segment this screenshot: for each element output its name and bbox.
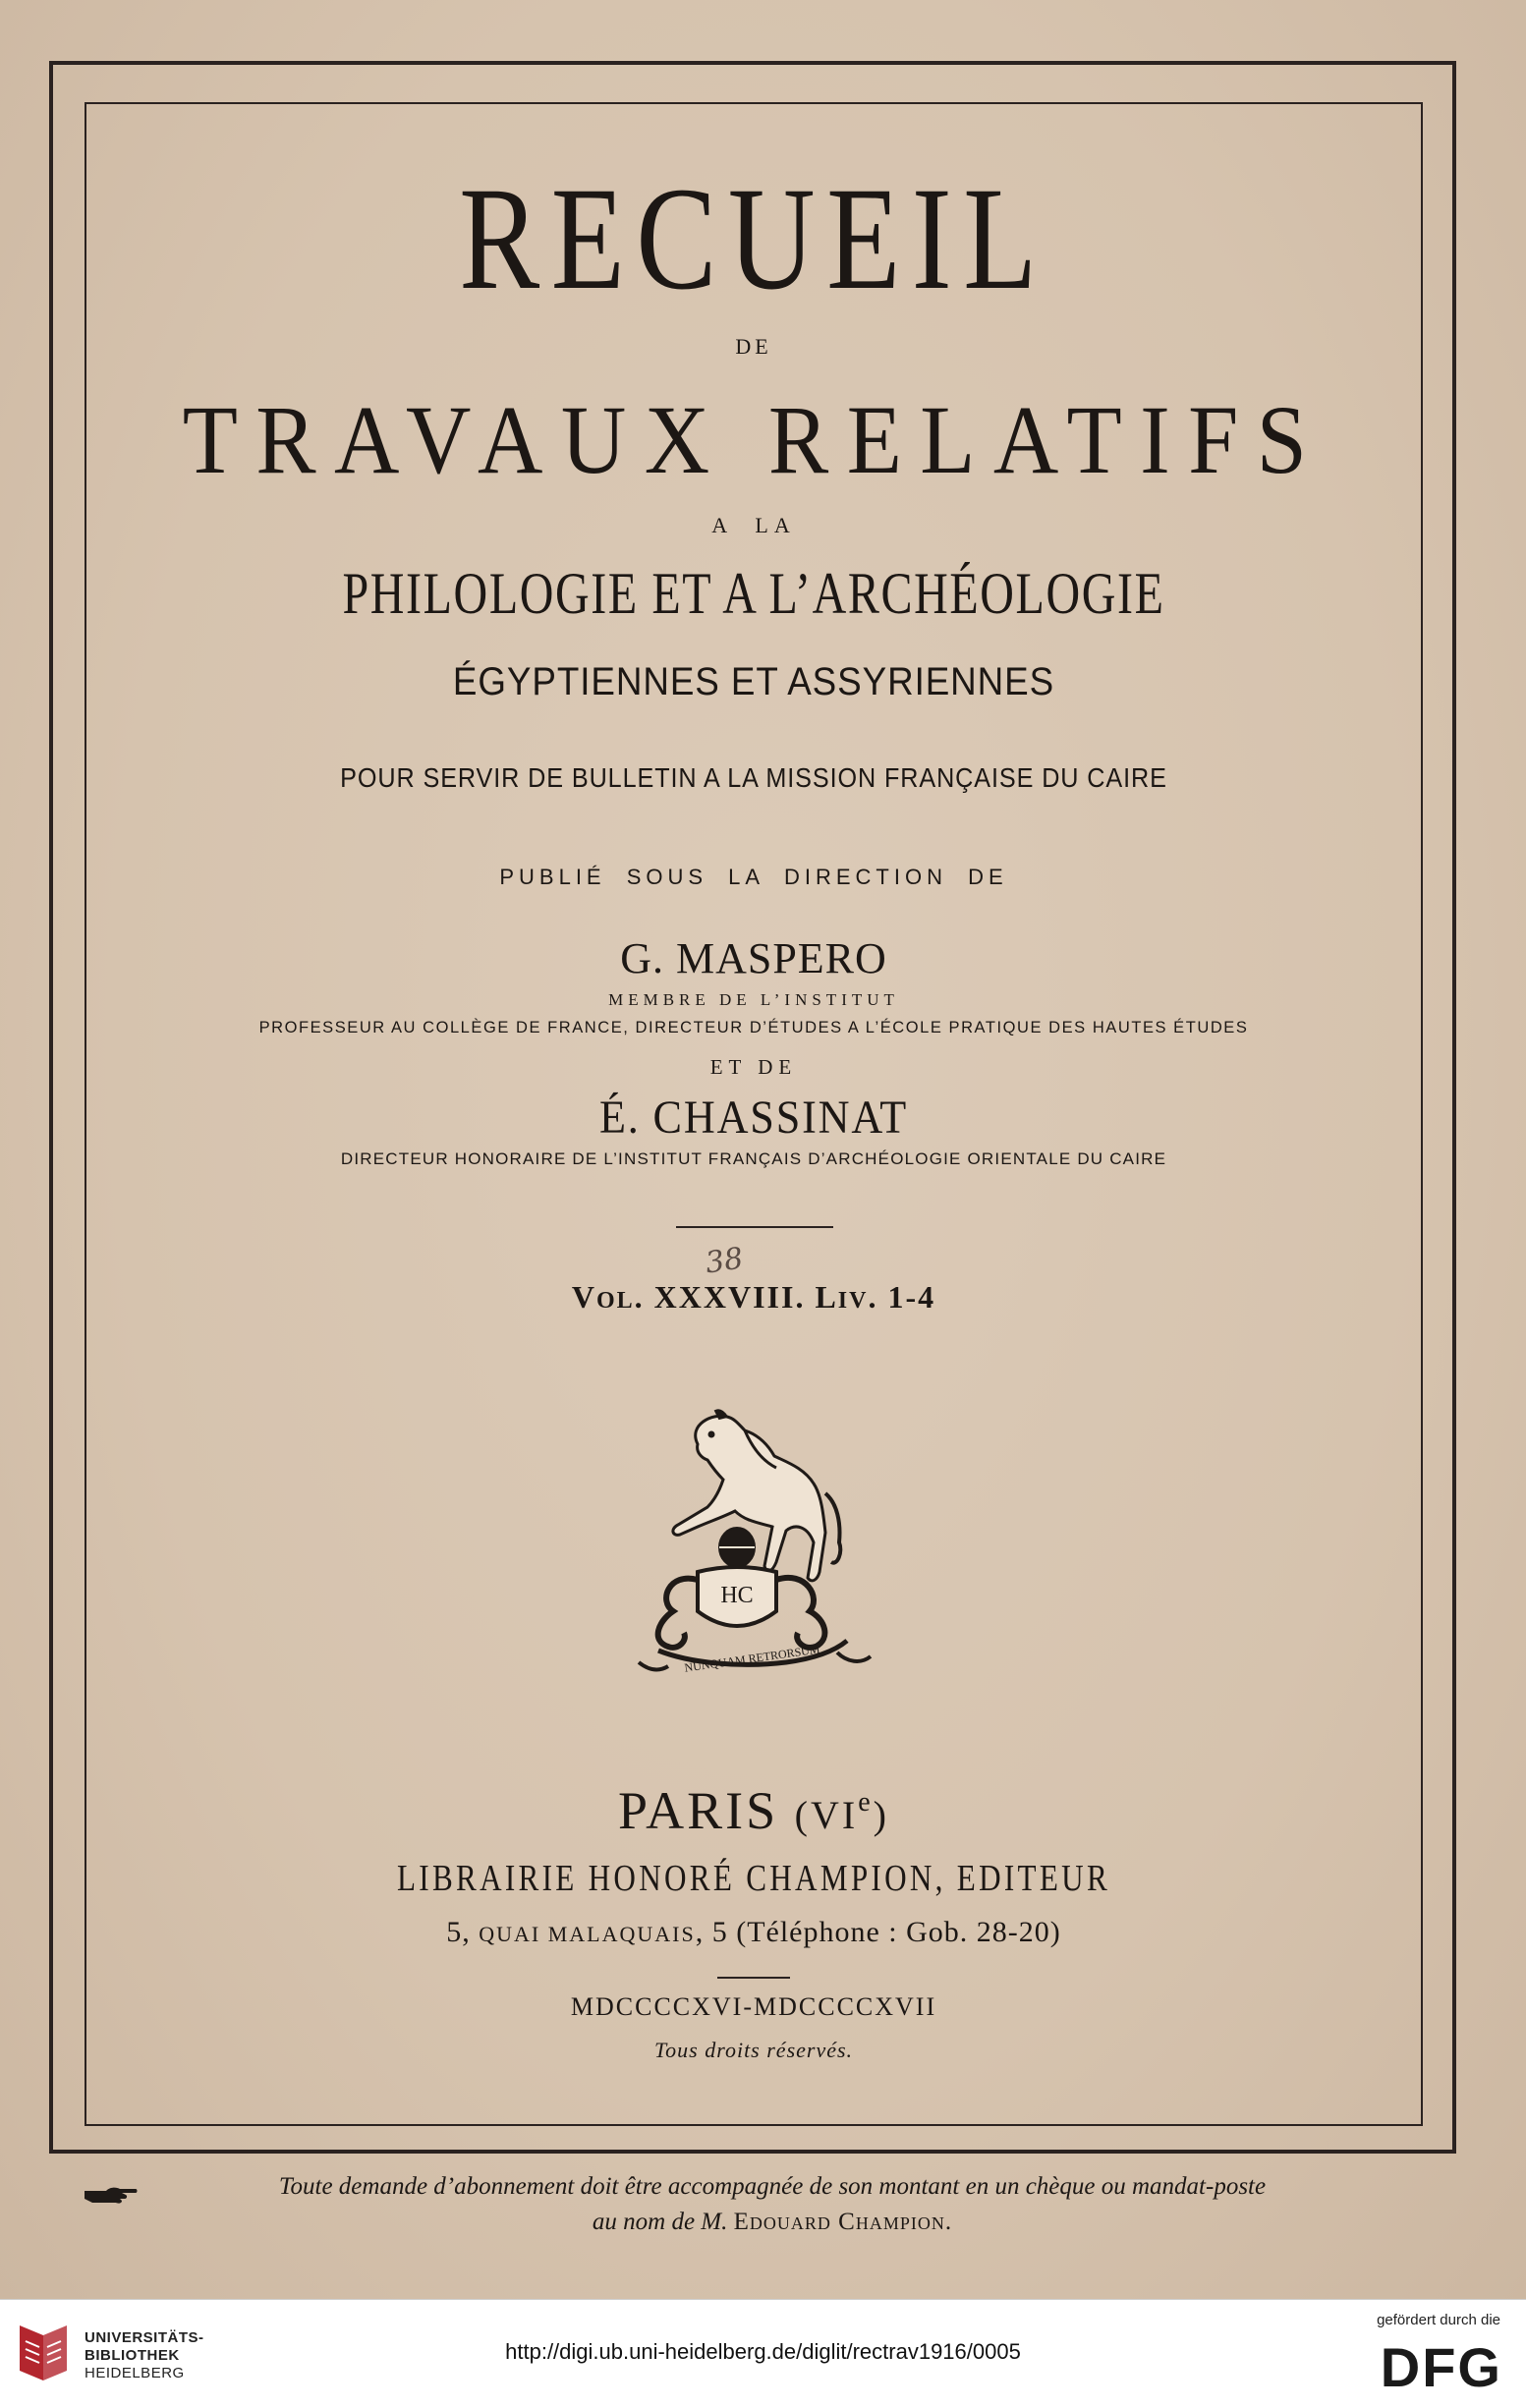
- title-de: DE: [735, 334, 772, 359]
- maspero-membre: MEMBRE DE L’INSTITUT: [608, 990, 899, 1009]
- handwritten-note: 38: [703, 1241, 746, 1281]
- footnote-line-2: [85, 2209, 1460, 2236]
- address-number: 5,: [446, 1916, 480, 1948]
- publisher-emblem-horse-icon: [629, 1405, 884, 1690]
- library-name-line-1: UNIVERSITÄTS-: [85, 2329, 204, 2346]
- title-a-la: A LA: [711, 513, 796, 537]
- library-name-line-2: BIBLIOTHEK: [85, 2347, 180, 2364]
- footnote-line-1: Toute demande d’abonnement doit être accompagnée de son montant en un chèque ou mandat-poste: [278, 2173, 1267, 2200]
- title-recueil: RECUEIL: [459, 157, 1048, 320]
- title-travaux-relatifs: TRAVAUX RELATIFS: [182, 385, 1326, 494]
- et-de: ET DE: [709, 1055, 798, 1079]
- vol-prefix: V: [571, 1279, 596, 1315]
- paris-arr-close: ): [873, 1793, 889, 1837]
- rights-reserved: Tous droits réservés.: [653, 2038, 854, 2062]
- publie-sous-direction: PUBLIÉ SOUS LA DIRECTION DE: [499, 865, 1008, 889]
- title-philologie: PHILOLOGIE ET A L’ARCHÉOLOGIE: [342, 561, 1165, 626]
- dfg-logo[interactable]: DFG: [1380, 2336, 1502, 2398]
- volume-line: [85, 1279, 1423, 1316]
- subtitle-bulletin: POUR SERVIR DE BULLETIN A LA MISSION FRANÇAISE DU CAIRE: [340, 762, 1167, 793]
- funded-by-label: gefördert durch die: [1377, 2312, 1500, 2328]
- page-url-link[interactable]: http://digi.ub.uni-heidelberg.de/diglit/rectrav1916/0005: [505, 2339, 1021, 2364]
- address-street: QUAI MALAQUAIS: [479, 1922, 696, 1946]
- footnote-name: Edouard Champion.: [733, 2209, 953, 2235]
- editor-maspero: G. MASPERO: [620, 934, 887, 982]
- footnote-prefix: au nom de M.: [592, 2209, 734, 2235]
- vol-prefix-small: OL: [595, 1288, 635, 1314]
- title-egyptiennes: ÉGYPTIENNES ET ASSYRIENNES: [452, 660, 1055, 703]
- paris-arr-sup: e: [858, 1787, 874, 1818]
- paris-arr: (VI: [794, 1793, 859, 1837]
- paris-word: PARIS: [618, 1781, 795, 1840]
- address-rest: , 5 (Téléphone : Gob. 28-20): [695, 1916, 1061, 1948]
- liv-number: . 1-4: [868, 1279, 936, 1315]
- publisher-name: LIBRAIRIE HONORÉ CHAMPION, EDITEUR: [396, 1858, 1111, 1899]
- liv-prefix: L: [815, 1279, 838, 1315]
- vol-number: . XXXVIII.: [634, 1279, 816, 1315]
- liv-prefix-small: IV: [837, 1288, 869, 1314]
- divider-rule: [676, 1226, 833, 1228]
- emblem-motto: NUNQUAM RETRORSUM: [683, 1642, 821, 1675]
- editor-chassinat: É. CHASSINAT: [598, 1092, 909, 1144]
- library-name-line-3: HEIDELBERG: [85, 2365, 185, 2381]
- divider-rule-small: [717, 1977, 790, 1979]
- publication-years: MDCCCCXVI-MDCCCCXVII: [570, 1992, 937, 2021]
- chassinat-directeur: DIRECTEUR HONORAIRE DE L’INSTITUT FRANÇAIS D’ARCHÉOLOGIE ORIENTALE DU CAIRE: [340, 1149, 1167, 1168]
- viewer-footer-bar: [0, 2299, 1526, 2408]
- publisher-address: [85, 1916, 1423, 1949]
- maspero-professeur: PROFESSEUR AU COLLÈGE DE FRANCE, DIRECTEUR D’ÉTUDES A L’ÉCOLE PRATIQUE DES HAUTES ÉTUDES: [258, 1018, 1249, 1036]
- emblem-initials: HC: [720, 1583, 754, 1608]
- city-paris: [85, 1780, 1423, 1841]
